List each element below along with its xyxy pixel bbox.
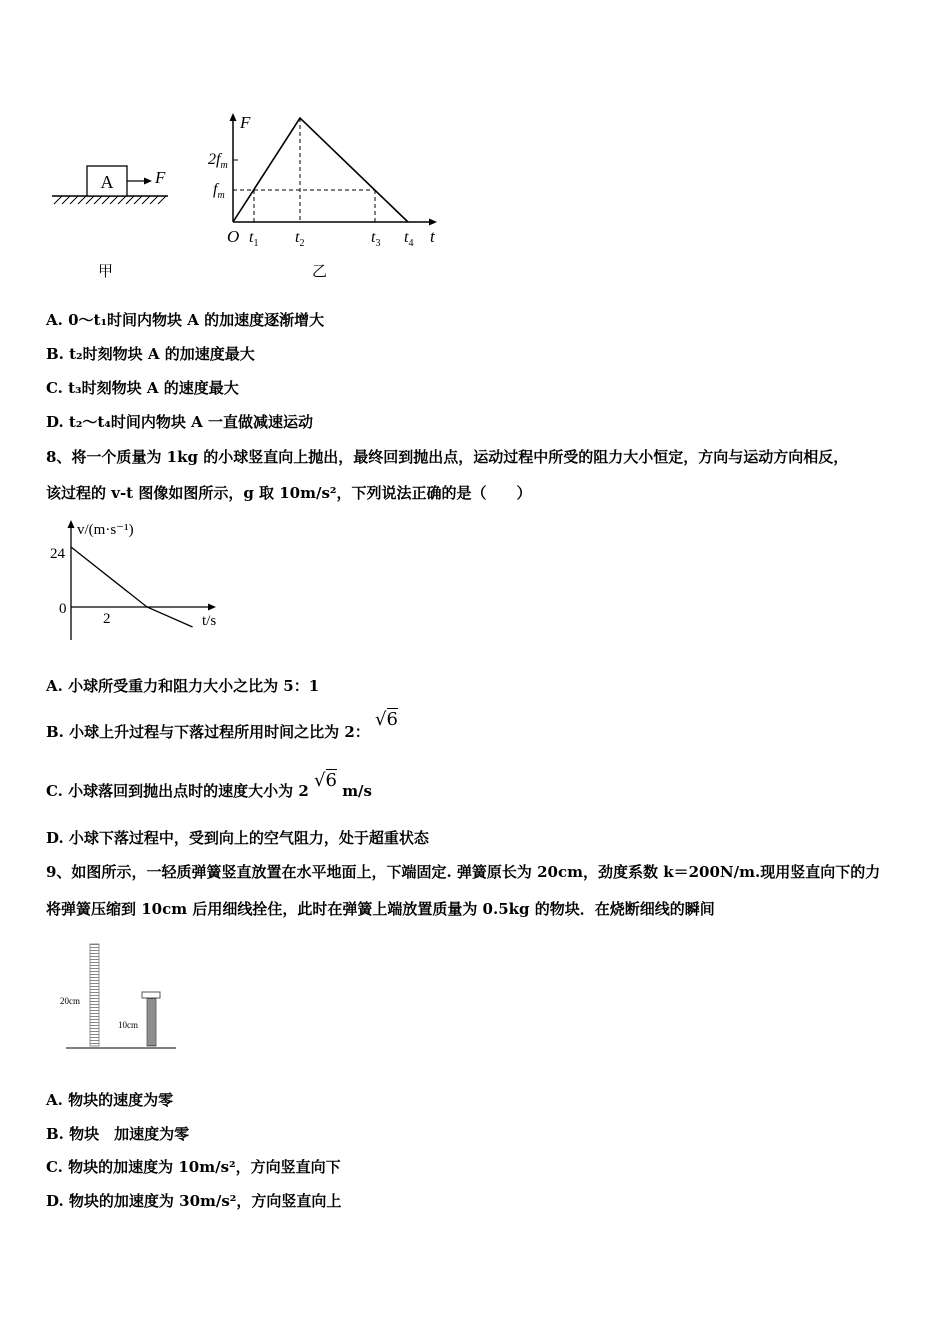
- axis-t-label: t: [430, 227, 435, 246]
- axis-f-label: F: [240, 113, 251, 132]
- q9-option-d: D. 物块的加速度为 30m/s²，方向竖直向上: [46, 1192, 342, 1210]
- q9-stem-line2: 将弹簧压缩到 10cm 后用细线拴住，此时在弹簧上端放置质量为 0.5kg 的物块．在烧断细线的瞬间: [46, 900, 715, 918]
- sqrt-sign: √6: [375, 709, 398, 730]
- q8-stem-line1: 8、将一个质量为 1kg 的小球竖直向上抛出，最终回到抛出点，运动过程中所受的阻力大小恒定，方向与运动方向相反，: [46, 448, 849, 466]
- sqrt-radicand: 6: [325, 770, 337, 791]
- q8-option-c-text: C. 小球落回到抛出点时的速度大小为 2: [46, 782, 309, 800]
- block-on-spring: [142, 992, 160, 998]
- tick-24: 24: [50, 546, 65, 562]
- axis-v-arrow: [68, 520, 75, 528]
- vt-line: [71, 547, 193, 627]
- origin-label: O: [227, 227, 240, 246]
- figure-jia: [40, 150, 190, 220]
- q8-option-b: [46, 709, 398, 742]
- figure-yi: [200, 108, 450, 253]
- q8-option-c-unit: m/s: [342, 782, 372, 800]
- q9-option-c: C. 物块的加速度为 10m/s²，方向竖直向下: [46, 1158, 341, 1176]
- q8-option-a: A. 小球所受重力和阻力大小之比为 5：1: [46, 677, 320, 695]
- q9-option-b: B. 物块 加速度为零: [46, 1125, 190, 1143]
- q7-option-d: D. t₂～t₄时间内物块 A 一直做减速运动: [46, 413, 313, 431]
- force-label: F: [155, 168, 166, 187]
- short-spring: [147, 998, 156, 1046]
- q9-option-a: A. 物块的速度为零: [46, 1091, 174, 1109]
- figure-spring: [46, 928, 196, 1063]
- tick-t4: $t_4$: [404, 229, 414, 249]
- q8-option-b-text: B. 小球上升过程与下落过程所用时间之比为 2：: [46, 723, 370, 741]
- q7-option-c: C. t₃时刻物块 A 的速度最大: [46, 379, 239, 397]
- q8-stem-line2: 该过程的 v-t 图像如图所示，g 取 10m/s²，下列说法正确的是（ ）: [46, 484, 532, 502]
- sqrt-radicand: 6: [386, 709, 398, 730]
- axis-t-arrow: [429, 219, 437, 226]
- q8-option-d: D. 小球下落过程中，受到向上的空气阻力，处于超重状态: [46, 829, 429, 847]
- tick-0: 0: [59, 601, 67, 617]
- caption-jia: 甲: [98, 262, 114, 280]
- ground-hatching: [54, 196, 166, 204]
- label-20cm: 20cm: [60, 996, 80, 1006]
- caption-yi: 乙: [312, 262, 328, 280]
- long-spring: [90, 944, 99, 1046]
- q7-option-a: A. 0～t₁时间内物块 A 的加速度逐渐增大: [46, 311, 325, 329]
- force-curve: [233, 118, 408, 222]
- q8-option-c: [46, 770, 372, 801]
- block-a-label: A: [100, 172, 114, 192]
- tick-t1: $t_1$: [249, 229, 259, 249]
- tick-2: 2: [103, 611, 111, 627]
- force-arrow-head: [144, 178, 152, 185]
- q7-option-b: B. t₂时刻物块 A 的加速度最大: [46, 345, 255, 363]
- tick-2fm: $2f_m$: [208, 151, 228, 171]
- tick-fm: $f_m$: [213, 181, 225, 201]
- sqrt-sign: √6: [314, 770, 337, 791]
- vt-series: [71, 547, 193, 627]
- tick-t2: $t_2$: [295, 229, 305, 249]
- q9-stem-line1: 9、如图所示，一轻质弹簧竖直放置在水平地面上，下端固定. 弹簧原长为 20cm，劲度系数 k＝200N/m.现用竖直向下的力: [46, 863, 881, 881]
- figure-vt: [40, 512, 240, 647]
- axis-f-arrow: [230, 113, 237, 121]
- axis-t2-arrow: [208, 604, 216, 611]
- tick-t3: $t_3$: [371, 229, 381, 249]
- label-10cm: 10cm: [118, 1020, 138, 1030]
- axis-v-label: v/(m·s⁻¹): [77, 522, 134, 538]
- axis-t2-label: t/s: [202, 613, 217, 629]
